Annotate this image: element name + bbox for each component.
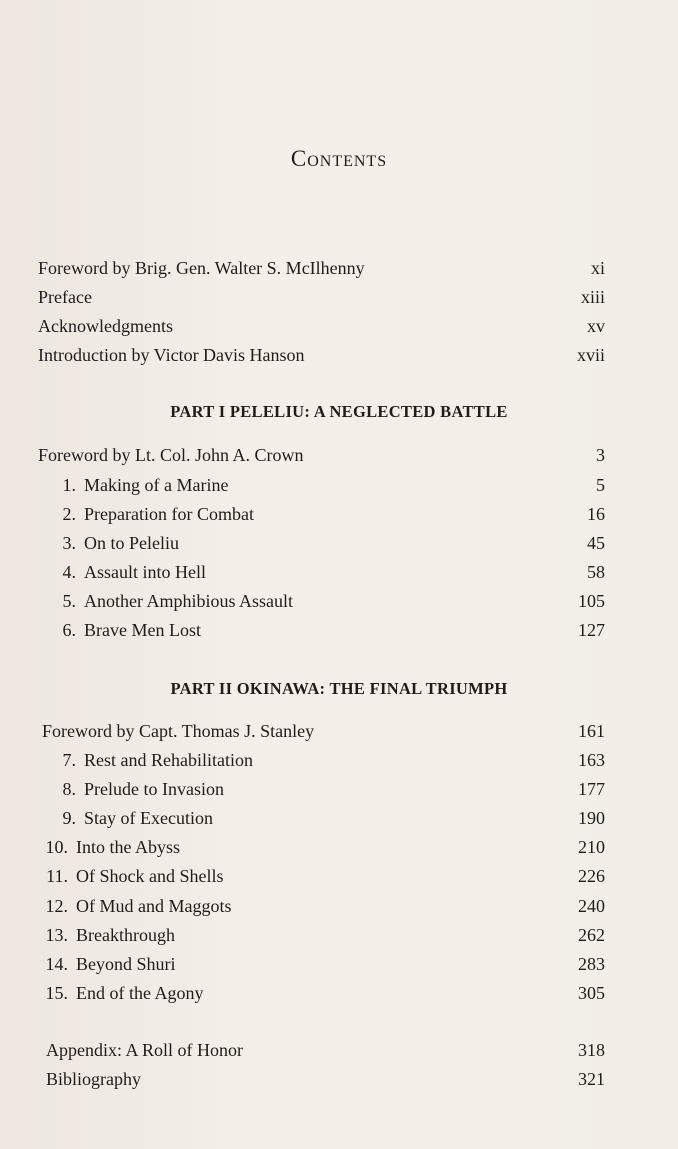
chapter-entry[interactable] [38,921,605,949]
toc-entry-page: 3 [596,445,605,465]
part-heading: PART I PELELIU: A NEGLECTED BATTLE [170,402,508,421]
chapter-entry[interactable] [38,500,605,528]
toc-entry-label: Acknowledgments [38,316,173,336]
chapter-entry[interactable] [38,529,605,557]
chapter-page: 163 [578,750,605,770]
toc-entry[interactable] [38,254,605,282]
toc-entry-page: xv [587,316,605,336]
chapter-entry[interactable] [38,892,605,920]
chapter-page: 58 [587,562,605,582]
toc-entry[interactable] [38,283,605,311]
toc-entry[interactable] [38,441,605,469]
chapter-number: 9. [62,808,76,828]
chapter-number: 15. [45,983,68,1003]
chapter-page: 226 [578,866,605,886]
chapter-page: 283 [578,954,605,974]
chapter-number: 1. [62,475,76,495]
chapter-title: Rest and Rehabilitation [84,750,253,770]
toc-entry-page: xiii [580,287,605,307]
chapter-number: 4. [62,562,76,582]
chapter-page: 210 [578,837,605,857]
chapter-page: 105 [578,591,605,611]
chapter-entry[interactable] [38,862,605,890]
chapter-title: On to Peleliu [84,533,179,553]
chapter-number: 13. [45,925,68,945]
chapter-number: 12. [45,896,68,916]
chapter-title: Beyond Shuri [76,954,176,974]
chapter-title: Prelude to Invasion [84,779,224,799]
chapter-title: Another Amphibious Assault [84,591,294,611]
toc-entry-label: Foreword by Capt. Thomas J. Stanley [42,721,315,741]
chapter-title: Brave Men Lost [84,620,201,640]
toc-entry-page: xi [590,258,605,278]
chapter-entry[interactable] [38,950,605,978]
chapter-entry[interactable] [38,471,605,499]
chapter-page: 127 [578,620,605,640]
chapter-page: 177 [578,779,605,799]
chapter-entry[interactable] [38,746,605,774]
chapter-entry[interactable] [38,616,605,644]
chapter-title: Into the Abyss [76,837,181,857]
chapter-number: 2. [62,504,76,524]
toc-entry[interactable] [46,1036,605,1064]
chapter-title: Stay of Execution [84,808,213,828]
chapter-page: 262 [578,925,605,945]
chapter-entry[interactable] [38,833,605,861]
toc-entry-label: Appendix: A Roll of Honor [46,1040,243,1060]
chapter-entry[interactable] [38,587,605,615]
chapter-number: 8. [62,779,76,799]
toc-entry[interactable] [38,312,605,340]
chapter-page: 305 [578,983,605,1003]
chapter-title: Of Mud and Maggots [76,896,232,916]
chapter-title: Preparation for Combat [84,504,254,524]
toc-entry-label: Foreword by Lt. Col. John A. Crown [38,445,304,465]
toc-entry-page: 318 [578,1040,605,1060]
chapter-number: 3. [62,533,76,553]
toc-entry[interactable] [46,1065,605,1093]
chapter-title: Making of a Marine [84,475,229,495]
chapter-page: 16 [587,504,605,524]
chapter-entry[interactable] [38,775,605,803]
chapter-number: 10. [45,837,68,857]
toc-entry[interactable] [42,717,605,745]
chapter-entry[interactable] [38,558,605,586]
chapter-title: End of the Agony [76,983,204,1003]
toc-entry[interactable] [38,341,605,369]
toc-entry-label: Bibliography [46,1069,141,1089]
chapter-page: 45 [587,533,605,553]
chapter-page: 240 [578,896,605,916]
chapter-title: Assault into Hell [84,562,206,582]
chapter-title: Of Shock and Shells [76,866,224,886]
chapter-number: 7. [62,750,76,770]
chapter-entry[interactable] [38,979,605,1007]
chapter-page: 190 [578,808,605,828]
toc-entry-label: Introduction by Victor Davis Hanson [38,345,305,365]
toc-entry-page: 161 [578,721,605,741]
chapter-page: 5 [596,475,605,495]
chapter-title: Breakthrough [76,925,175,945]
toc-entry-label: Preface [38,287,92,307]
toc-entry-page: xvii [576,345,605,365]
chapter-number: 14. [45,954,68,974]
toc-entry-page: 321 [578,1069,605,1089]
page-title: Contents [290,146,388,171]
chapter-number: 6. [62,620,76,640]
chapter-number: 11. [46,866,68,886]
toc-entry-label: Foreword by Brig. Gen. Walter S. McIlhenny [38,258,365,278]
chapter-number: 5. [62,591,76,611]
chapter-entry[interactable] [38,804,605,832]
part-heading: PART II OKINAWA: THE FINAL TRIUMPH [170,679,508,698]
